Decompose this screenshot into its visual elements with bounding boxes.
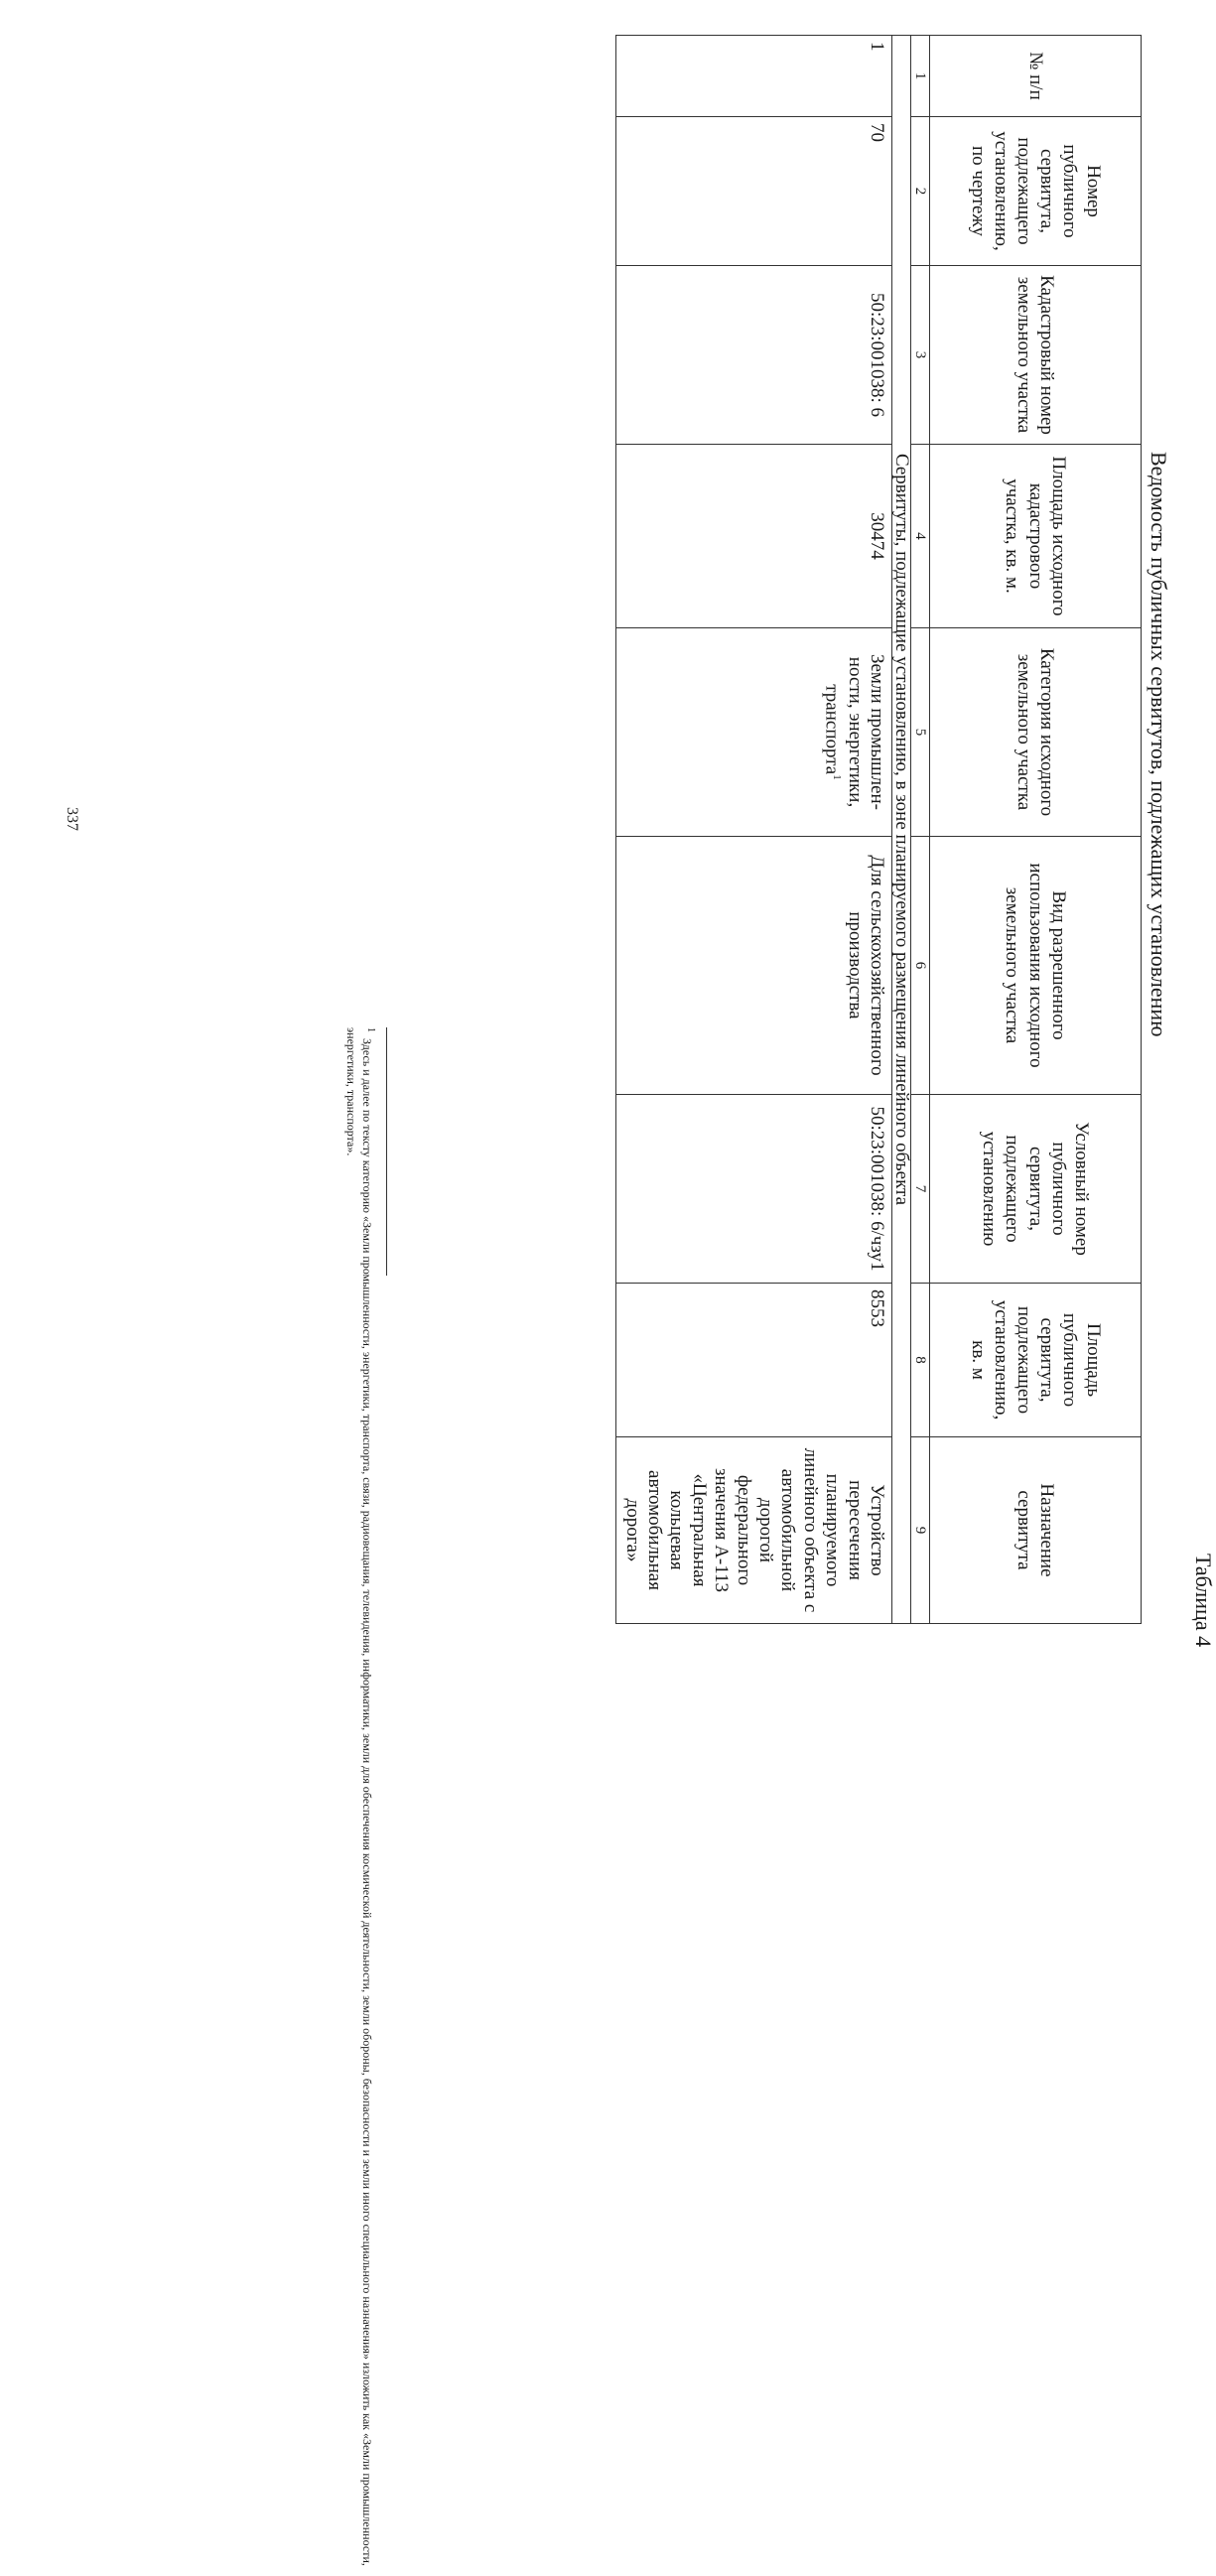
col-header-category: Категория исходного земельного участка bbox=[930, 628, 1142, 837]
land-category-text: Земли промышлен-ности, энергетики, транспорта bbox=[821, 653, 887, 810]
footnote-mark: 1 bbox=[365, 1027, 376, 1032]
col-header-source-area: Площадь исходного кадастрового участка, кв. м. bbox=[930, 445, 1142, 628]
easement-purpose: Устройство пересечения планируемого линейного объекта с автомобильной дорогой федерального значения А-113 «Центральная кольцевая автомобильная дорога» bbox=[616, 1437, 892, 1624]
column-number-row bbox=[911, 36, 930, 1624]
col-number: 9 bbox=[911, 1437, 930, 1624]
table-row bbox=[616, 36, 892, 1624]
conditional-number: 50:23:001038: 6/чзу1 bbox=[616, 1095, 892, 1284]
source-area: 30474 bbox=[616, 445, 892, 628]
col-header-cadastral-number: Кадастровый номер земельного участка bbox=[930, 266, 1142, 445]
easement-area: 8553 bbox=[616, 1284, 892, 1437]
col-number: 5 bbox=[911, 628, 930, 837]
footnote-ref: 1 bbox=[831, 774, 844, 780]
table-caption: Таблица 4 bbox=[1191, 1554, 1216, 1648]
col-header-purpose: Назначение сервитута bbox=[930, 1437, 1142, 1624]
col-header-easement-number: Номер публичного сервитута, подлежащего установлению, по чертежу bbox=[930, 117, 1142, 266]
land-category bbox=[616, 628, 892, 837]
section-title: Сервитуты, подлежащие установлению, в зоне планируемого размещения линейного объекта bbox=[892, 36, 911, 1624]
permitted-use: Для сельскохозяйственного производства bbox=[616, 837, 892, 1095]
col-number: 4 bbox=[911, 445, 930, 628]
footnote-divider bbox=[386, 1027, 387, 1276]
col-number: 2 bbox=[911, 117, 930, 266]
rotated-page-content bbox=[124, 35, 1216, 2566]
col-header-number: № п/п bbox=[930, 36, 1142, 117]
col-number: 3 bbox=[911, 266, 930, 445]
table-title: Ведомость публичных сервитутов, подлежащих установлению bbox=[1147, 452, 1171, 1037]
col-number: 7 bbox=[911, 1095, 930, 1284]
easement-number: 70 bbox=[616, 117, 892, 266]
col-number: 1 bbox=[911, 36, 930, 117]
page-number: 337 bbox=[64, 807, 80, 831]
col-number: 8 bbox=[911, 1284, 930, 1437]
row-number: 1 bbox=[616, 36, 892, 117]
footnote-text: Здесь и далее по тексту категорию «Земли промышленности, энергетики, транспорта, связи, радиовещания, телевидения, информатики, земли для обеспечения космической деятельности, земли обороны, безопасности и земли иного специального назначения» изложить как «Земли промышленности, энергетики, транспорта». bbox=[344, 1027, 374, 2566]
col-header-easement-area: Площадь публичного сервитута, подлежащего установлению, кв. м bbox=[930, 1284, 1142, 1437]
footnote bbox=[343, 1027, 377, 2576]
col-header-permitted-use: Вид разрешенного использования исходного земельного участка bbox=[930, 837, 1142, 1095]
easements-table bbox=[615, 35, 1142, 1624]
section-row bbox=[892, 36, 911, 1624]
header-row bbox=[930, 36, 1142, 1624]
cadastral-number: 50:23:001038: 6 bbox=[616, 266, 892, 445]
col-number: 6 bbox=[911, 837, 930, 1095]
col-header-conditional-number: Условный номер публичного сервитута, подлежащего установлению bbox=[930, 1095, 1142, 1284]
